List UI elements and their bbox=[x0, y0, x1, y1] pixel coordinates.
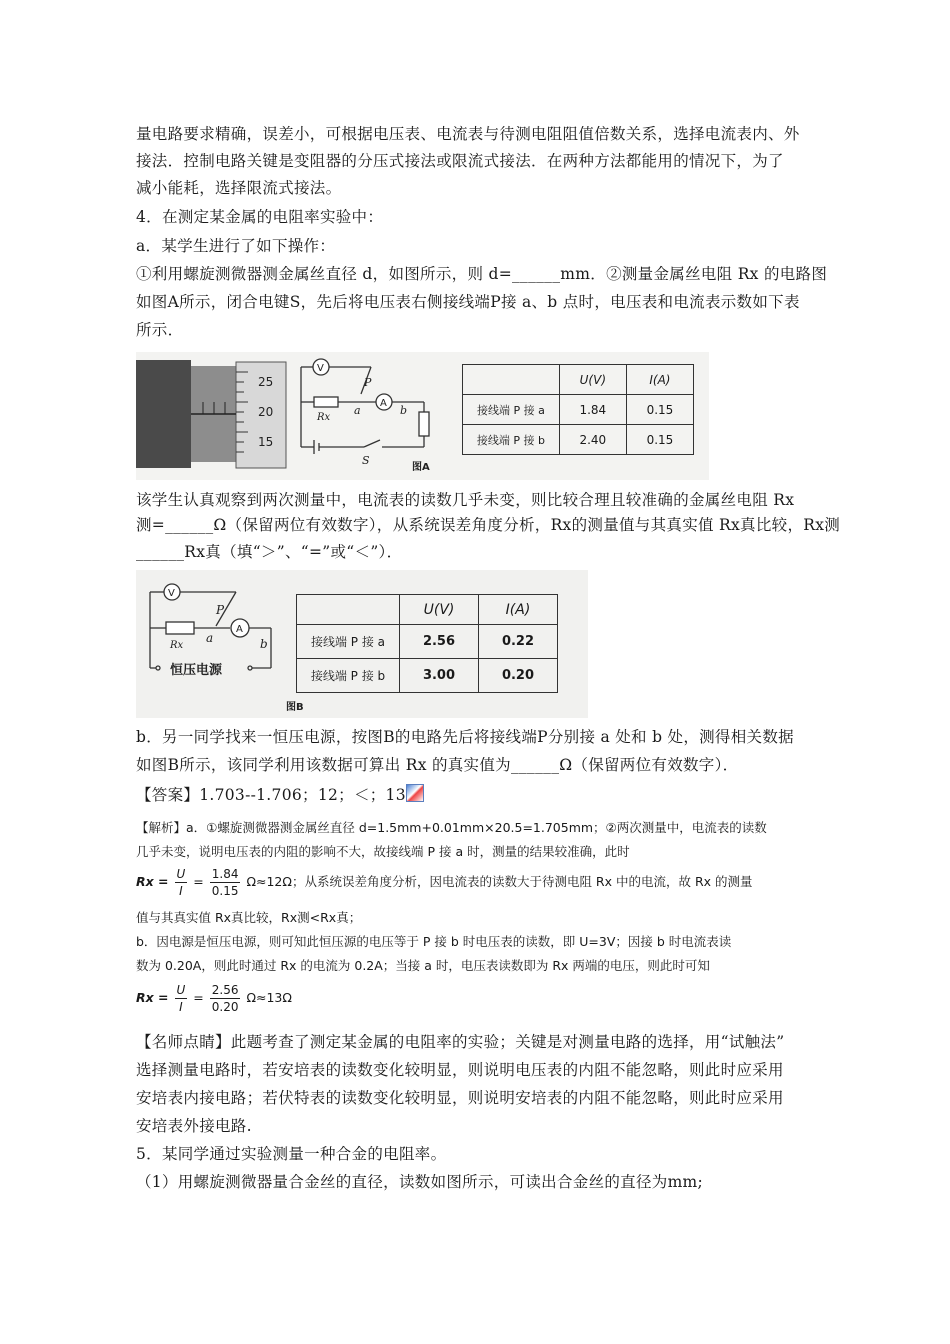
svg-text:V: V bbox=[168, 588, 175, 599]
q4-b-line1: b．另一同学找来一恒压电源，按图B的电路先后将接线端P分别接 a 处和 b 处，测得相关数据 bbox=[136, 728, 794, 746]
analysis-line-3: 值与其真实值 Rx真比较，Rx测<Rx真； bbox=[136, 910, 362, 925]
rheostat-icon bbox=[419, 412, 429, 436]
q4-answer: 【答案】1.703--1.706；12；＜；13 bbox=[136, 786, 406, 804]
figure-b-caption: 图B bbox=[286, 702, 304, 713]
svg-text:b: b bbox=[400, 404, 408, 417]
analysis-line-1: 【解析】a．①螺旋测微器测金属丝直径 d=1.5mm+0.01mm×20.5=1.705mm；②两次测量中，电流表的读数 bbox=[136, 820, 767, 835]
svg-text:Rx: Rx bbox=[317, 412, 331, 423]
q4-a-line3: 所示． bbox=[136, 321, 184, 339]
analysis-line-4: b．因电源是恒压电源，则可知此恒压源的电压等于 P 接 b 时电压表的读数，即 U=3V；因接 b 时电流表读 bbox=[136, 934, 732, 949]
figure-b bbox=[136, 570, 588, 718]
svg-text:a: a bbox=[206, 631, 214, 645]
q4-a-line2: 如图A所示，闭合电键S，先后将电压表右侧接线端P接 a、b 点时，电压表和电流表示数如下表 bbox=[136, 293, 800, 311]
figure-a-caption: 图A bbox=[412, 462, 430, 473]
table-row: 接线端 P 接 b 3.00 0.20 bbox=[297, 659, 558, 693]
q4-answer-row bbox=[136, 784, 424, 805]
table-row: 接线端 P 接 a 1.84 0.15 bbox=[463, 395, 694, 425]
tip-line-2: 选择测量电路时，若安培表的读数变化较明显，则说明电压表的内阻不能忽略，则此时应采用 bbox=[136, 1061, 784, 1079]
q4-b-line2: 如图B所示，该同学利用该数据可算出 Rx 的真实值为______Ω（保留两位有效数字）． bbox=[136, 756, 739, 774]
constant-voltage-source-label: 恒压电源 bbox=[170, 663, 223, 678]
q4-a-line1: ①利用螺旋测微器测金属丝直径 d，如图所示，则 d=______mm．②测量金属丝电阻 Rx 的电路图 bbox=[136, 265, 828, 283]
figure-a-table: U(V) I(A) 接线端 P 接 a 1.84 0.15 接线端 P 接 b 2.40 0.15 bbox=[462, 364, 694, 455]
figure-b-table: U(V) I(A) 接线端 P 接 a 2.56 0.22 接线端 P 接 b 3.00 0.20 bbox=[296, 594, 558, 693]
q4-title: 4．在测定某金属的电阻率实验中： bbox=[136, 208, 384, 226]
svg-text:S: S bbox=[362, 454, 370, 467]
q5-line1: （1）用螺旋测微器量合金丝的直径，读数如图所示，可读出合金丝的直径为mm; bbox=[136, 1173, 704, 1191]
formula-2: Rx = $\frac{U}{I}$ = $\frac{2.56}{0.20}$ Ω≈13Ω bbox=[136, 983, 292, 1014]
tip-line-4: 安培表外接电路. bbox=[136, 1117, 252, 1135]
svg-text:V: V bbox=[317, 363, 324, 374]
formula-1: Rx = $\frac{U}{I}$ = $\frac{1.84}{0.15}$ Ω≈12Ω；从系统误差角度分析，因电流表的读数大于待测电阻 Rx 中的电流，故 Rx 的测量 bbox=[136, 867, 753, 898]
scale-label-20: 20 bbox=[258, 405, 274, 419]
table-row: 接线端 P 接 b 2.40 0.15 bbox=[463, 425, 694, 455]
analysis-line-5: 数为 0.20A，则此时通过 Rx 的电流为 0.2A；当接 a 时，电压表读数即为 Rx 两端的电压，则此时可知 bbox=[136, 958, 710, 973]
analysis-line-2: 几乎未变，说明电压表的内阻的影响不大，故接线端 P 接 a 时，测量的结果较准确，此时 bbox=[136, 844, 630, 859]
intro-line-3: 减小能耗，选择限流式接法。 bbox=[136, 179, 342, 197]
svg-text:Rx: Rx bbox=[170, 640, 184, 651]
intro-line-1: 量电路要求精确，误差小，可根据电压表、电流表与待测电阻阻值倍数关系，选择电流表内、外 bbox=[136, 125, 800, 143]
scale-label-25: 25 bbox=[258, 375, 274, 389]
resistor-rx-icon-b bbox=[166, 622, 194, 634]
tip-line-3: 安培表内接电路；若伏特表的读数变化较明显，则说明安培表的内阻不能忽略，则此时应采用 bbox=[136, 1089, 784, 1107]
table-row: 接线端 P 接 a 2.56 0.22 bbox=[297, 625, 558, 659]
micrometer-sleeve bbox=[136, 360, 191, 468]
svg-text:b: b bbox=[260, 637, 268, 651]
svg-text:a: a bbox=[354, 404, 361, 417]
q4-after-a1: 该学生认真观察到两次测量中，电流表的读数几乎未变，则比较合理且较准确的金属丝电阻 Rx bbox=[136, 491, 795, 509]
tip-line-1: 【名师点睛】此题考查了测定某金属的电阻率的实验；关键是对测量电路的选择，用“试触法” bbox=[136, 1033, 785, 1051]
q4-after-a2: 测=______Ω（保留两位有效数字），从系统误差角度分析，Rx的测量值与其真实值 Rx真比较，Rx测 bbox=[136, 516, 841, 534]
figure-a bbox=[136, 352, 709, 480]
svg-text:A: A bbox=[236, 624, 243, 635]
scale-label-15: 15 bbox=[258, 435, 274, 449]
q5-title: 5．某同学通过实验测量一种合金的电阻率。 bbox=[136, 1145, 447, 1163]
svg-text:A: A bbox=[380, 398, 387, 409]
intro-line-2: 接法．控制电路关键是变阻器的分压式接法或限流式接法．在两种方法都能用的情况下，为了 bbox=[136, 152, 784, 170]
broken-image-icon bbox=[406, 784, 424, 802]
q4-a-title: a．某学生进行了如下操作： bbox=[136, 237, 336, 255]
q4-after-a3: ______Rx真（填“＞”、“=”或“＜”）． bbox=[136, 543, 403, 561]
svg-text:P: P bbox=[216, 603, 225, 617]
resistor-rx-icon bbox=[314, 397, 338, 407]
svg-text:P: P bbox=[364, 376, 372, 389]
